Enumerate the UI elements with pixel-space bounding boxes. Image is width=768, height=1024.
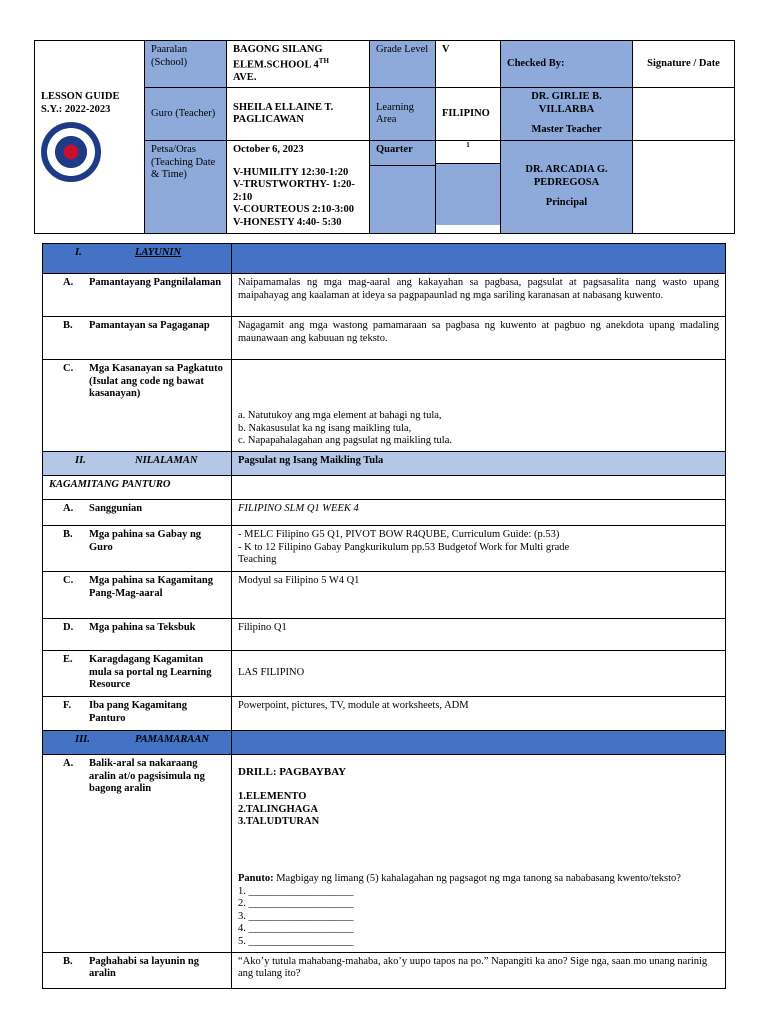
deped-seal-icon [41,122,101,182]
lesson-guide-title: LESSON GUIDE [41,91,120,103]
row-value: Filipino Q1 [232,619,726,651]
checker2-title: Principal [545,197,588,209]
drill-item: 2.TALINGHAGA [238,803,319,815]
date-value: October 6, 2023 [233,144,304,156]
school-year: S.Y.: 2022-2023 [41,103,111,115]
answer-blank: 5. ____________________ [238,935,354,947]
row-value: Powerpoint, pictures, TV, module at worksheets, ADM [232,697,726,731]
drill-item: 3.TALUDTURAN [238,816,320,828]
grade-label: Grade Level [370,41,436,88]
objective-item: c. Napapahalagahan ang pagsulat ng maikling tula. [238,435,453,447]
row-label: A. Balik-aral sa nakaraang aralin at/o pagsisimula ng bagong aralin [43,755,232,953]
row-value: Nagagamit ang mga wastong pamamaraan sa pagbasa ng kuwento at pagbuo ng anekdota upang madaling maunawaan ang kabuuan ng teksto. [232,317,726,360]
row-label: C. Mga Kasanayan sa Pagkatuto (Isulat ang code ng bawat kasanayan) [43,360,232,452]
answer-blank: 1. ____________________ [238,885,354,897]
row-label: E. Karagdagang Kagamitan mula sa portal ng Learning Resource [43,651,232,697]
answer-blank: 2. ____________________ [238,898,354,910]
teacher-value: SHEILA ELLAINE T. PAGLICAWAN [227,88,370,141]
row-label: D. Mga pahina sa Teksbuk [43,619,232,651]
row-value: “Ako’y tutula mahabang-mahaba, ako’y uupo tapos na po.” Napangiti ka ano? Sige nga, saan mo unang narinig ang tulang ito? [232,952,726,988]
row-label: F. Iba pang Kagamitang Panturo [43,697,232,731]
drill-item: 1.ELEMENTO [238,791,307,803]
signature-label: Signature / Date [633,41,735,88]
section-header-pamamaraan: III. PAMAMARAAN [43,731,232,755]
date-label: Petsa/Oras (Teaching Date & Time) [145,141,227,234]
area-value: FILIPINO [436,88,501,141]
row-label: B. Pamantayan sa Pagaganap [43,317,232,360]
section-header-layunin: I. LAYUNIN [43,244,232,274]
lesson-header-table [34,40,735,234]
row-value [232,755,726,953]
grade-value: V [436,41,501,88]
quarter-value: 1 [436,141,500,164]
row-value: - MELC Filipino G5 Q1, PIVOT BOW R4QUBE, Curriculum Guide: (p.53) - K to 12 Filipino Gabay Pangkurikulum pp.53 Budgetof Work for Multi grade Teaching [232,526,726,572]
signature-cell-1 [633,88,735,141]
lesson-guide-cell [35,41,145,234]
row-label: B. Mga pahina sa Gabay ng Guro [43,526,232,572]
drill-title: DRILL: PAGBAYBAY [238,766,347,778]
answer-blank: 4. ____________________ [238,923,354,935]
checker2-name: DR. ARCADIA G. PEDREGOSA [525,163,608,188]
row-value: Naipamamalas ng mga mag-aaral ang kakayahan sa pagbasa, pagsulat at pagsasalita nang wasto upang maipahayag ang kaalaman at ideya sa pagpapaunlad ng mga sariling karanasan at nabasang kuwento. [232,274,726,317]
checker2-cell [501,141,633,234]
row-label: B. Paghahabi sa layunin ng aralin [43,952,232,988]
schedule-line: V-COURTEOUS 2:10-3:00 [233,204,355,216]
row-label: A. Sanggunian [43,500,232,526]
row-label: A. Pamantayang Pangnilalaman [43,274,232,317]
quarter-label: Quarter [370,141,435,166]
section-header-kagamitan: KAGAMITANG PANTURO [43,476,232,500]
checker1-cell [501,88,633,141]
answer-blank: 3. ____________________ [238,910,354,922]
lesson-plan-table [42,243,726,989]
row-value: Modyul sa Filipino 5 W4 Q1 [232,572,726,619]
row-value [232,360,726,452]
checker1-name: DR. GIRLIE B. VILLARBA [531,91,602,115]
quarter-value-cell [436,141,501,234]
signature-cell-2 [633,141,735,234]
row-value: FILIPINO SLM Q1 WEEK 4 [232,500,726,526]
school-label: Paaralan (School) [145,41,227,88]
section-header-nilalaman: II. NILALAMAN [43,452,232,476]
checked-by-label: Checked By: [501,41,633,88]
checker1-title: Master Teacher [531,124,602,136]
area-label: Learning Area [370,88,436,141]
nilalaman-value: Pagsulat ng Isang Maikling Tula [232,452,726,476]
schedule-line: V-HUMILITY 12:30-1:20 [233,166,349,178]
date-value-cell [227,141,370,234]
teacher-label: Guro (Teacher) [145,88,227,141]
schedule-line: V-TRUSTWORTHY- 1:20-2:10 [233,179,355,203]
row-value: LAS FILIPINO [232,651,726,697]
objective-item: a. Natutukoy ang mga element at bahagi ng tula, [238,410,442,422]
school-value: BAGONG SILANG ELEM.SCHOOL 4TH AVE. [227,41,370,88]
objective-item: b. Nakasusulat ka ng isang maikling tula, [238,422,412,434]
schedule-line: V-HONESTY 4:40- 5:30 [233,217,342,229]
panuto: Panuto: Magbigay ng limang (5) kahalagahan ng pagsagot ng mga tanong sa nababasang kwento/teksto? [238,872,681,884]
quarter-label-cell [370,141,436,234]
row-label: C. Mga pahina sa Kagamitang Pang-Mag-aaral [43,572,232,619]
